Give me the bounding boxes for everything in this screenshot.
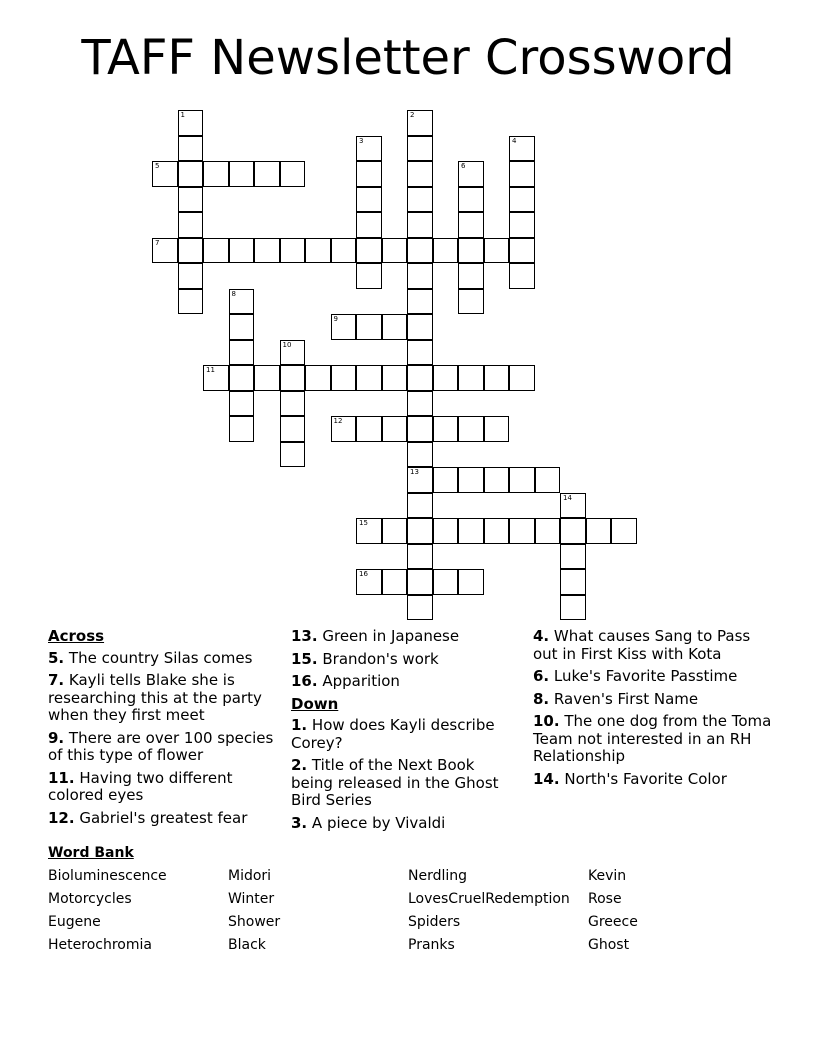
- grid-cell[interactable]: [458, 365, 484, 391]
- grid-cell[interactable]: [458, 187, 484, 213]
- clue-down-4: 4. What causes Sang to Pass out in First Kiss with Kota: [533, 627, 751, 663]
- grid-cell[interactable]: [280, 238, 306, 264]
- grid-cell[interactable]: [356, 314, 382, 340]
- grid-cell[interactable]: [280, 161, 306, 187]
- grid-cell[interactable]: [356, 569, 382, 595]
- grid-cell[interactable]: [356, 136, 382, 162]
- grid-cell[interactable]: [178, 187, 204, 213]
- grid-cell[interactable]: [407, 518, 433, 544]
- grid-cell[interactable]: [382, 238, 408, 264]
- word-bank-item: Heterochromia: [48, 937, 152, 953]
- grid-cell[interactable]: [305, 365, 331, 391]
- grid-cell[interactable]: [433, 365, 459, 391]
- clue-number: 13: [410, 468, 419, 476]
- grid-cell[interactable]: [458, 263, 484, 289]
- clue-number: 12: [333, 417, 343, 425]
- grid-cell[interactable]: [407, 238, 433, 264]
- grid-cell[interactable]: [356, 263, 382, 289]
- grid-cell[interactable]: [484, 365, 510, 391]
- grid-cell[interactable]: [178, 263, 204, 289]
- grid-cell[interactable]: [560, 569, 586, 595]
- clues-column-3: [533, 628, 773, 793]
- grid-cell[interactable]: [229, 416, 255, 442]
- grid-cell[interactable]: [331, 416, 357, 442]
- grid-cell[interactable]: [484, 518, 510, 544]
- word-bank-item: Midori: [228, 868, 272, 884]
- grid-cell[interactable]: [178, 212, 204, 238]
- word-bank-heading: Word Bank: [48, 845, 134, 861]
- grid-cell[interactable]: [229, 314, 255, 340]
- word-bank-item: Bioluminescence: [48, 868, 167, 884]
- clue-down-10: 10. The one dog from the Toma Team not interested in an RH Relationship: [533, 712, 772, 765]
- clue-across-5: 5. The country Silas comes: [48, 648, 253, 667]
- word-bank-item: Spiders: [408, 914, 461, 930]
- word-bank-column-1: [48, 868, 167, 954]
- word-bank-item: Nerdling: [408, 868, 468, 884]
- grid-cell[interactable]: [254, 161, 280, 187]
- grid-cell[interactable]: [407, 493, 433, 519]
- grid-cell[interactable]: [484, 416, 510, 442]
- clue-number: 10: [282, 340, 292, 349]
- word-bank-item: Pranks: [408, 937, 455, 953]
- clue-number: 14: [563, 493, 572, 502]
- grid-cell[interactable]: [356, 161, 382, 187]
- down-heading: Down: [291, 694, 339, 713]
- grid-cell[interactable]: [509, 467, 535, 493]
- grid-cell[interactable]: [280, 416, 306, 442]
- clue-across-9: 9. There are over 100 species of this type of flower: [48, 728, 274, 764]
- word-bank-item: Eugene: [48, 914, 101, 930]
- grid-cell[interactable]: [178, 161, 204, 187]
- grid-cell[interactable]: [484, 238, 510, 264]
- grid-cell[interactable]: [229, 238, 255, 264]
- grid-cell[interactable]: [407, 136, 433, 162]
- grid-cell[interactable]: [407, 442, 433, 468]
- grid-cell[interactable]: [433, 416, 459, 442]
- page-title: TAFF Newsletter Crossword: [81, 30, 735, 86]
- grid-cell[interactable]: [586, 518, 612, 544]
- grid-cell[interactable]: [407, 314, 433, 340]
- word-bank-item: Ghost: [588, 937, 630, 953]
- grid-cell[interactable]: [280, 442, 306, 468]
- grid-cell[interactable]: [535, 518, 561, 544]
- grid-cell[interactable]: [152, 161, 178, 187]
- grid-cell[interactable]: [178, 289, 204, 315]
- grid-cell[interactable]: [356, 187, 382, 213]
- clue-down-3: 3. A piece by Vivaldi: [291, 813, 446, 832]
- grid-cell[interactable]: [458, 238, 484, 264]
- grid-cell[interactable]: [407, 110, 433, 136]
- grid-cell[interactable]: [280, 391, 306, 417]
- clue-number: 11: [206, 366, 215, 374]
- grid-cell[interactable]: [203, 161, 229, 187]
- grid-cell[interactable]: [382, 416, 408, 442]
- clue-number: 1: [180, 111, 185, 119]
- grid-cell[interactable]: [458, 467, 484, 493]
- grid-cell[interactable]: [356, 238, 382, 264]
- grid-cell[interactable]: [356, 518, 382, 544]
- clue-number: 2: [410, 111, 415, 119]
- grid-cell[interactable]: [611, 518, 637, 544]
- grid-cell[interactable]: [152, 238, 178, 264]
- grid-cell[interactable]: [433, 467, 459, 493]
- grid-cell[interactable]: [407, 544, 433, 570]
- clue-across-11: 11. Having two different colored eyes: [48, 768, 233, 804]
- clue-down-8: 8. Raven's First Name: [533, 689, 699, 708]
- grid-cell[interactable]: [458, 161, 484, 187]
- grid-cell[interactable]: [382, 314, 408, 340]
- grid-cell[interactable]: [254, 365, 280, 391]
- grid-cell[interactable]: [560, 518, 586, 544]
- grid-cell[interactable]: [407, 161, 433, 187]
- clue-number: 7: [155, 238, 160, 247]
- grid-cell[interactable]: [509, 187, 535, 213]
- grid-cell[interactable]: [407, 212, 433, 238]
- grid-cell[interactable]: [509, 518, 535, 544]
- grid-cell[interactable]: [229, 289, 255, 315]
- clue-down-14: 14. North's Favorite Color: [533, 769, 727, 788]
- clue-number: 3: [359, 136, 364, 145]
- grid-cell[interactable]: [229, 340, 255, 366]
- clue-number: 5: [155, 162, 160, 170]
- grid-cell[interactable]: [407, 391, 433, 417]
- grid-cell[interactable]: [407, 467, 433, 493]
- grid-cell[interactable]: [356, 365, 382, 391]
- clue-down-2: 2. Title of the Next Book being released in the Ghost Bird Series: [291, 756, 499, 809]
- clue-down-1: 1. How does Kayli describe Corey?: [291, 716, 495, 752]
- clue-number: 8: [231, 289, 236, 298]
- grid-cell[interactable]: [407, 263, 433, 289]
- grid-cell[interactable]: [178, 110, 204, 136]
- grid-cell[interactable]: [509, 161, 535, 187]
- grid-cell[interactable]: [407, 187, 433, 213]
- clue-across-16: 16. Apparition: [291, 672, 400, 690]
- grid-cell[interactable]: [382, 365, 408, 391]
- grid-cell[interactable]: [331, 365, 357, 391]
- grid-cell[interactable]: [407, 340, 433, 366]
- grid-cell[interactable]: [203, 238, 229, 264]
- grid-cell[interactable]: [458, 569, 484, 595]
- clue-number: 15: [359, 519, 368, 527]
- word-bank-item: Rose: [588, 891, 622, 907]
- grid-cell[interactable]: [407, 416, 433, 442]
- grid-cell[interactable]: [229, 391, 255, 417]
- grid-cell[interactable]: [382, 569, 408, 595]
- grid-cell[interactable]: [407, 365, 433, 391]
- clue-number: 9: [333, 315, 338, 323]
- clue-number: 4: [512, 136, 517, 145]
- clue-across-13: 13. Green in Japanese: [291, 627, 460, 645]
- word-bank-column-3: [408, 868, 570, 954]
- word-bank-item: Kevin: [588, 868, 627, 884]
- word-bank-item: Black: [228, 937, 266, 953]
- grid-cell[interactable]: [509, 136, 535, 162]
- clue-down-6: 6. Luke's Favorite Passtime: [533, 667, 738, 685]
- grid-cell[interactable]: [484, 467, 510, 493]
- grid-cell[interactable]: [407, 595, 433, 621]
- grid-cell[interactable]: [560, 595, 586, 621]
- word-bank-item: LovesCruelRedemption: [408, 891, 570, 907]
- grid-cell[interactable]: [433, 518, 459, 544]
- grid-cell[interactable]: [535, 467, 561, 493]
- grid-cell[interactable]: [178, 136, 204, 162]
- grid-cell[interactable]: [458, 212, 484, 238]
- clue-number: 16: [359, 570, 368, 578]
- clue-across-15: 15. Brandon's work: [291, 649, 439, 668]
- word-bank-item: Shower: [228, 914, 281, 930]
- grid-cell[interactable]: [280, 365, 306, 391]
- grid-cell[interactable]: [229, 161, 255, 187]
- grid-cell[interactable]: [509, 212, 535, 238]
- grid-cell[interactable]: [382, 518, 408, 544]
- grid-cell[interactable]: [560, 544, 586, 570]
- grid-cell[interactable]: [509, 263, 535, 289]
- grid-cell[interactable]: [280, 340, 306, 366]
- grid-cell[interactable]: [458, 518, 484, 544]
- word-bank-item: Greece: [588, 914, 638, 930]
- grid-cell[interactable]: [407, 289, 433, 315]
- grid-cell[interactable]: [254, 238, 280, 264]
- grid-cell[interactable]: [356, 416, 382, 442]
- grid-cell[interactable]: [356, 212, 382, 238]
- clue-across-7: 7. Kayli tells Blake she is researching this at the party when they first meet: [48, 671, 262, 724]
- clue-across-12: 12. Gabriel's greatest fear: [48, 808, 248, 827]
- word-bank-item: Winter: [228, 891, 275, 907]
- grid-cell[interactable]: [229, 365, 255, 391]
- clues-column-1: [48, 628, 283, 832]
- clues-column-2: [291, 628, 521, 837]
- clue-number: 6: [461, 162, 466, 170]
- grid-cell[interactable]: [509, 365, 535, 391]
- grid-cell[interactable]: [203, 365, 229, 391]
- grid-cell[interactable]: [433, 569, 459, 595]
- grid-cell[interactable]: [178, 238, 204, 264]
- word-bank-item: Motorcycles: [48, 891, 132, 907]
- word-bank-column-2: [228, 868, 280, 954]
- grid-cell[interactable]: [458, 416, 484, 442]
- grid-cell[interactable]: [331, 238, 357, 264]
- grid-cell[interactable]: [331, 314, 357, 340]
- grid-cell[interactable]: [407, 569, 433, 595]
- grid-cell[interactable]: [433, 238, 459, 264]
- across-heading: Across: [48, 627, 105, 645]
- grid-cell[interactable]: [560, 493, 586, 519]
- grid-cell[interactable]: [305, 238, 331, 264]
- word-bank-column-4: [588, 868, 638, 954]
- grid-cell[interactable]: [458, 289, 484, 315]
- grid-cell[interactable]: [509, 238, 535, 264]
